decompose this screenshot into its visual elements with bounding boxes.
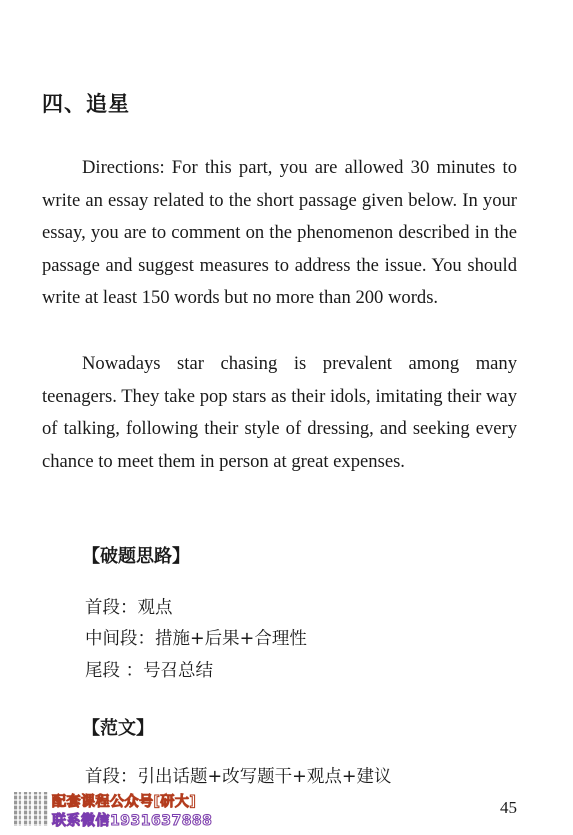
outline-item: 尾段 ：号召总结 (85, 661, 214, 681)
outline-item: 中间段：措施+后果+合理性 (85, 629, 307, 649)
passage-paragraph: Nowadays star chasing is prevalent among many teenagers. They take pop stars as their idols, imitating their way of talking, following their style of dressing, and seeking every chance to meet them in person at great expenses. (42, 353, 517, 472)
directions-paragraph: Directions: For this part, you are allowed 30 minutes to write an essay related to the short passage given below. In your essay, you are to comment on the phenomenon described in the passage and suggest measures to address the issue. You should write at least 150 words but no more than 200 words. (42, 157, 517, 309)
watermark (14, 790, 234, 828)
section-heading: 四、追星 (42, 92, 130, 116)
qr-code-icon (14, 792, 48, 826)
outline-item: 首段：观点 (85, 598, 173, 618)
watermark-line: 联系微信1931637888 (52, 813, 213, 829)
sample-title: 【范文】 (82, 718, 154, 739)
watermark-line: 配套课程公众号[研大] (52, 794, 197, 810)
sample-first-line: 首段：引出话题+改写题干+观点+建议 (85, 767, 392, 787)
page-number: 45 (500, 798, 517, 817)
outline-title: 【破题思路】 (82, 546, 190, 567)
